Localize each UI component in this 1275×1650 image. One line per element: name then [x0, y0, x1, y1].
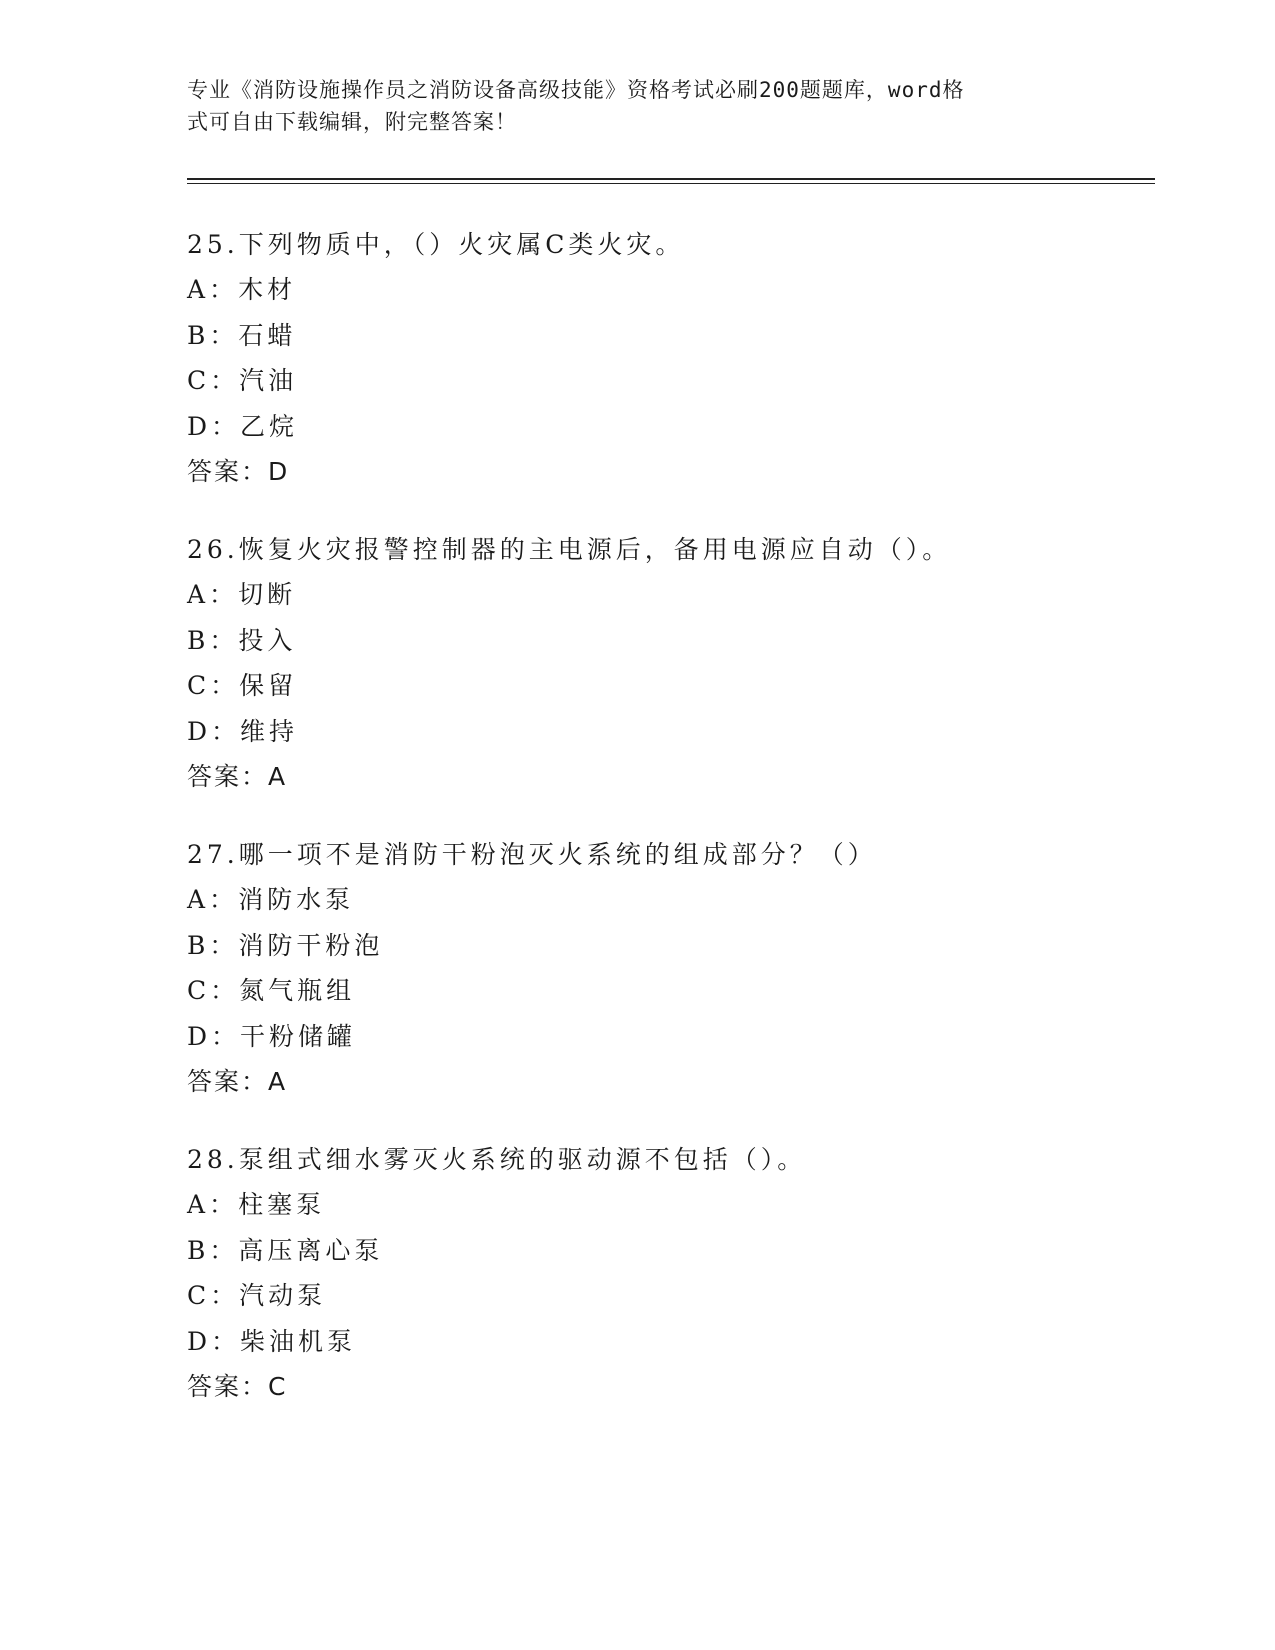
option-c: [187, 358, 1187, 404]
answer: 答案：A: [187, 1067, 288, 1096]
option-text: 汽油: [239, 366, 298, 395]
option-text: 柴油机泵: [240, 1326, 357, 1356]
option-text: 保留: [239, 671, 298, 700]
option-key: D：: [187, 1021, 241, 1051]
option-key: B：: [187, 320, 239, 350]
option-text: 干粉储罐: [240, 1021, 357, 1051]
option-key: A：: [187, 885, 239, 914]
header-divider-thin: [187, 183, 1155, 184]
option-key: B：: [187, 625, 239, 655]
option-b: [187, 618, 1187, 664]
answer: 答案：C: [187, 1372, 288, 1401]
question-26: [187, 527, 1187, 800]
option-text: 切断: [238, 580, 297, 609]
document-header: [187, 74, 1067, 138]
option-d: [187, 404, 1187, 450]
header-divider: [187, 178, 1155, 180]
option-key: A：: [187, 275, 239, 304]
option-key: B：: [187, 1235, 239, 1265]
option-text: 汽动泵: [239, 1281, 327, 1310]
option-c: [187, 663, 1187, 709]
option-key: B：: [187, 930, 239, 960]
option-b: [187, 923, 1187, 969]
option-key: A：: [187, 580, 239, 609]
question-title: 26.恢复火灾报警控制器的主电源后，备用电源应自动（）。: [187, 535, 952, 564]
question-title: 25.下列物质中，（）火灾属C类火灾。: [187, 230, 685, 259]
option-a: [187, 267, 1187, 313]
option-key: C：: [187, 1281, 240, 1310]
option-a: [187, 572, 1187, 618]
option-key: C：: [187, 671, 240, 700]
answer: 答案：D: [187, 457, 290, 486]
option-text: 投入: [238, 625, 297, 655]
option-text: 维持: [240, 716, 299, 746]
option-text: 氮气瓶组: [239, 976, 356, 1005]
header-line-1: 专业《消防设施操作员之消防设备高级技能》资格考试必刷200题题库，word格: [187, 78, 965, 102]
option-key: A：: [187, 1190, 239, 1219]
option-c: [187, 968, 1187, 1014]
option-a: [187, 877, 1187, 923]
option-key: D：: [187, 411, 241, 441]
option-text: 高压离心泵: [238, 1235, 384, 1265]
option-text: 乙烷: [240, 411, 299, 441]
question-27: [187, 832, 1187, 1105]
option-key: C：: [187, 976, 240, 1005]
option-key: D：: [187, 1326, 241, 1356]
question-title: 27.哪一项不是消防干粉泡灭火系统的组成部分？（）: [187, 840, 877, 869]
option-key: D：: [187, 716, 241, 746]
option-c: [187, 1273, 1187, 1319]
option-text: 石蜡: [238, 320, 297, 350]
option-b: [187, 313, 1187, 359]
option-a: [187, 1182, 1187, 1228]
answer: 答案：A: [187, 762, 288, 791]
question-title: 28.泵组式细水雾灭火系统的驱动源不包括（）。: [187, 1145, 807, 1174]
option-text: 柱塞泵: [238, 1190, 326, 1219]
option-text: 木材: [238, 275, 297, 304]
header-line-2: 式可自由下载编辑，附完整答案！: [187, 110, 517, 134]
option-b: [187, 1228, 1187, 1274]
option-text: 消防水泵: [238, 885, 355, 914]
question-28: [187, 1137, 1187, 1410]
question-25: [187, 222, 1187, 495]
option-text: 消防干粉泡: [238, 930, 384, 960]
option-d: [187, 1014, 1187, 1060]
option-key: C：: [187, 366, 240, 395]
option-d: [187, 709, 1187, 755]
option-d: [187, 1319, 1187, 1365]
